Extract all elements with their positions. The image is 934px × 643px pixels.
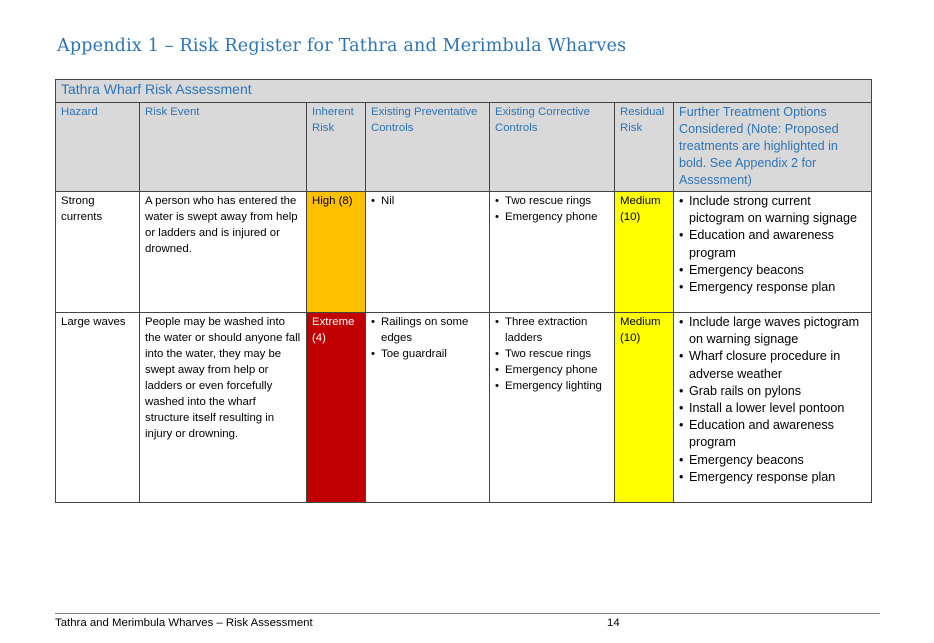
table-row <box>56 192 872 313</box>
list-item: • Wharf closure procedure in adverse weather <box>679 348 866 382</box>
list-item: • Emergency lighting <box>495 378 609 394</box>
hazard-cell: Strong currents <box>56 192 140 313</box>
footer-text: Tathra and Merimbula Wharves – Risk Assessment <box>55 617 313 629</box>
table-caption: Tathra Wharf Risk Assessment <box>56 80 872 103</box>
footer-divider <box>55 613 880 614</box>
risk-event-cell: A person who has entered the water is swept away from help or ladders and is injured or drowned. <box>140 192 307 313</box>
inherent-risk-cell: Extreme (4) <box>307 313 366 503</box>
risk-register-table <box>55 79 872 503</box>
list-item: • Emergency phone <box>495 209 609 225</box>
list-item: • Three extraction ladders <box>495 314 609 346</box>
table-caption-row <box>56 80 872 103</box>
residual-risk-cell: Medium (10) <box>615 313 674 503</box>
list-item: • Emergency beacons <box>679 262 866 279</box>
header-preventative-controls: Existing Preventative Controls <box>366 103 490 192</box>
preventative-controls-cell <box>366 313 490 503</box>
header-inherent-risk: Inherent Risk <box>307 103 366 192</box>
list-item: • Install a lower level pontoon <box>679 400 866 417</box>
hazard-cell: Large waves <box>56 313 140 503</box>
list-item: • Include strong current pictogram on warning signage <box>679 193 866 227</box>
list-item: • Emergency response plan <box>679 469 866 486</box>
header-risk-event: Risk Event <box>140 103 307 192</box>
list-item: • Grab rails on pylons <box>679 383 866 400</box>
residual-risk-cell: Medium (10) <box>615 192 674 313</box>
further-treatment-cell <box>674 313 872 503</box>
page-number: 14 <box>607 617 620 629</box>
header-residual-risk: Residual Risk <box>615 103 674 192</box>
inherent-risk-cell: High (8) <box>307 192 366 313</box>
corrective-controls-cell <box>490 313 615 503</box>
table-header-row <box>56 103 872 192</box>
list-item: • Emergency beacons <box>679 452 866 469</box>
list-item: • Include large waves pictogram on warning signage <box>679 314 866 348</box>
list-item: • Emergency phone <box>495 362 609 378</box>
list-item: • Railings on some edges <box>371 314 484 346</box>
list-item: • Emergency response plan <box>679 279 866 296</box>
page-title: Appendix 1 – Risk Register for Tathra and Merimbula Wharves <box>57 36 627 56</box>
corrective-controls-cell <box>490 192 615 313</box>
preventative-controls-cell <box>366 192 490 313</box>
list-item: • Two rescue rings <box>495 346 609 362</box>
header-corrective-controls: Existing Corrective Controls <box>490 103 615 192</box>
list-item: • Education and awareness program <box>679 417 866 451</box>
risk-event-cell: People may be washed into the water or should anyone fall into the water, they may be swept away from help or ladders or even forcefully washed into the wharf structure itself resulting in injury or drowning. <box>140 313 307 503</box>
list-item: • Nil <box>371 193 484 209</box>
list-item: • Toe guardrail <box>371 346 484 362</box>
list-item: • Education and awareness program <box>679 227 866 261</box>
list-item: • Two rescue rings <box>495 193 609 209</box>
header-further-treatment: Further Treatment Options Considered (Note: Proposed treatments are highlighted in bold. See Appendix 2 for Assessment) <box>674 103 872 192</box>
header-hazard: Hazard <box>56 103 140 192</box>
further-treatment-cell <box>674 192 872 313</box>
table-row <box>56 313 872 503</box>
